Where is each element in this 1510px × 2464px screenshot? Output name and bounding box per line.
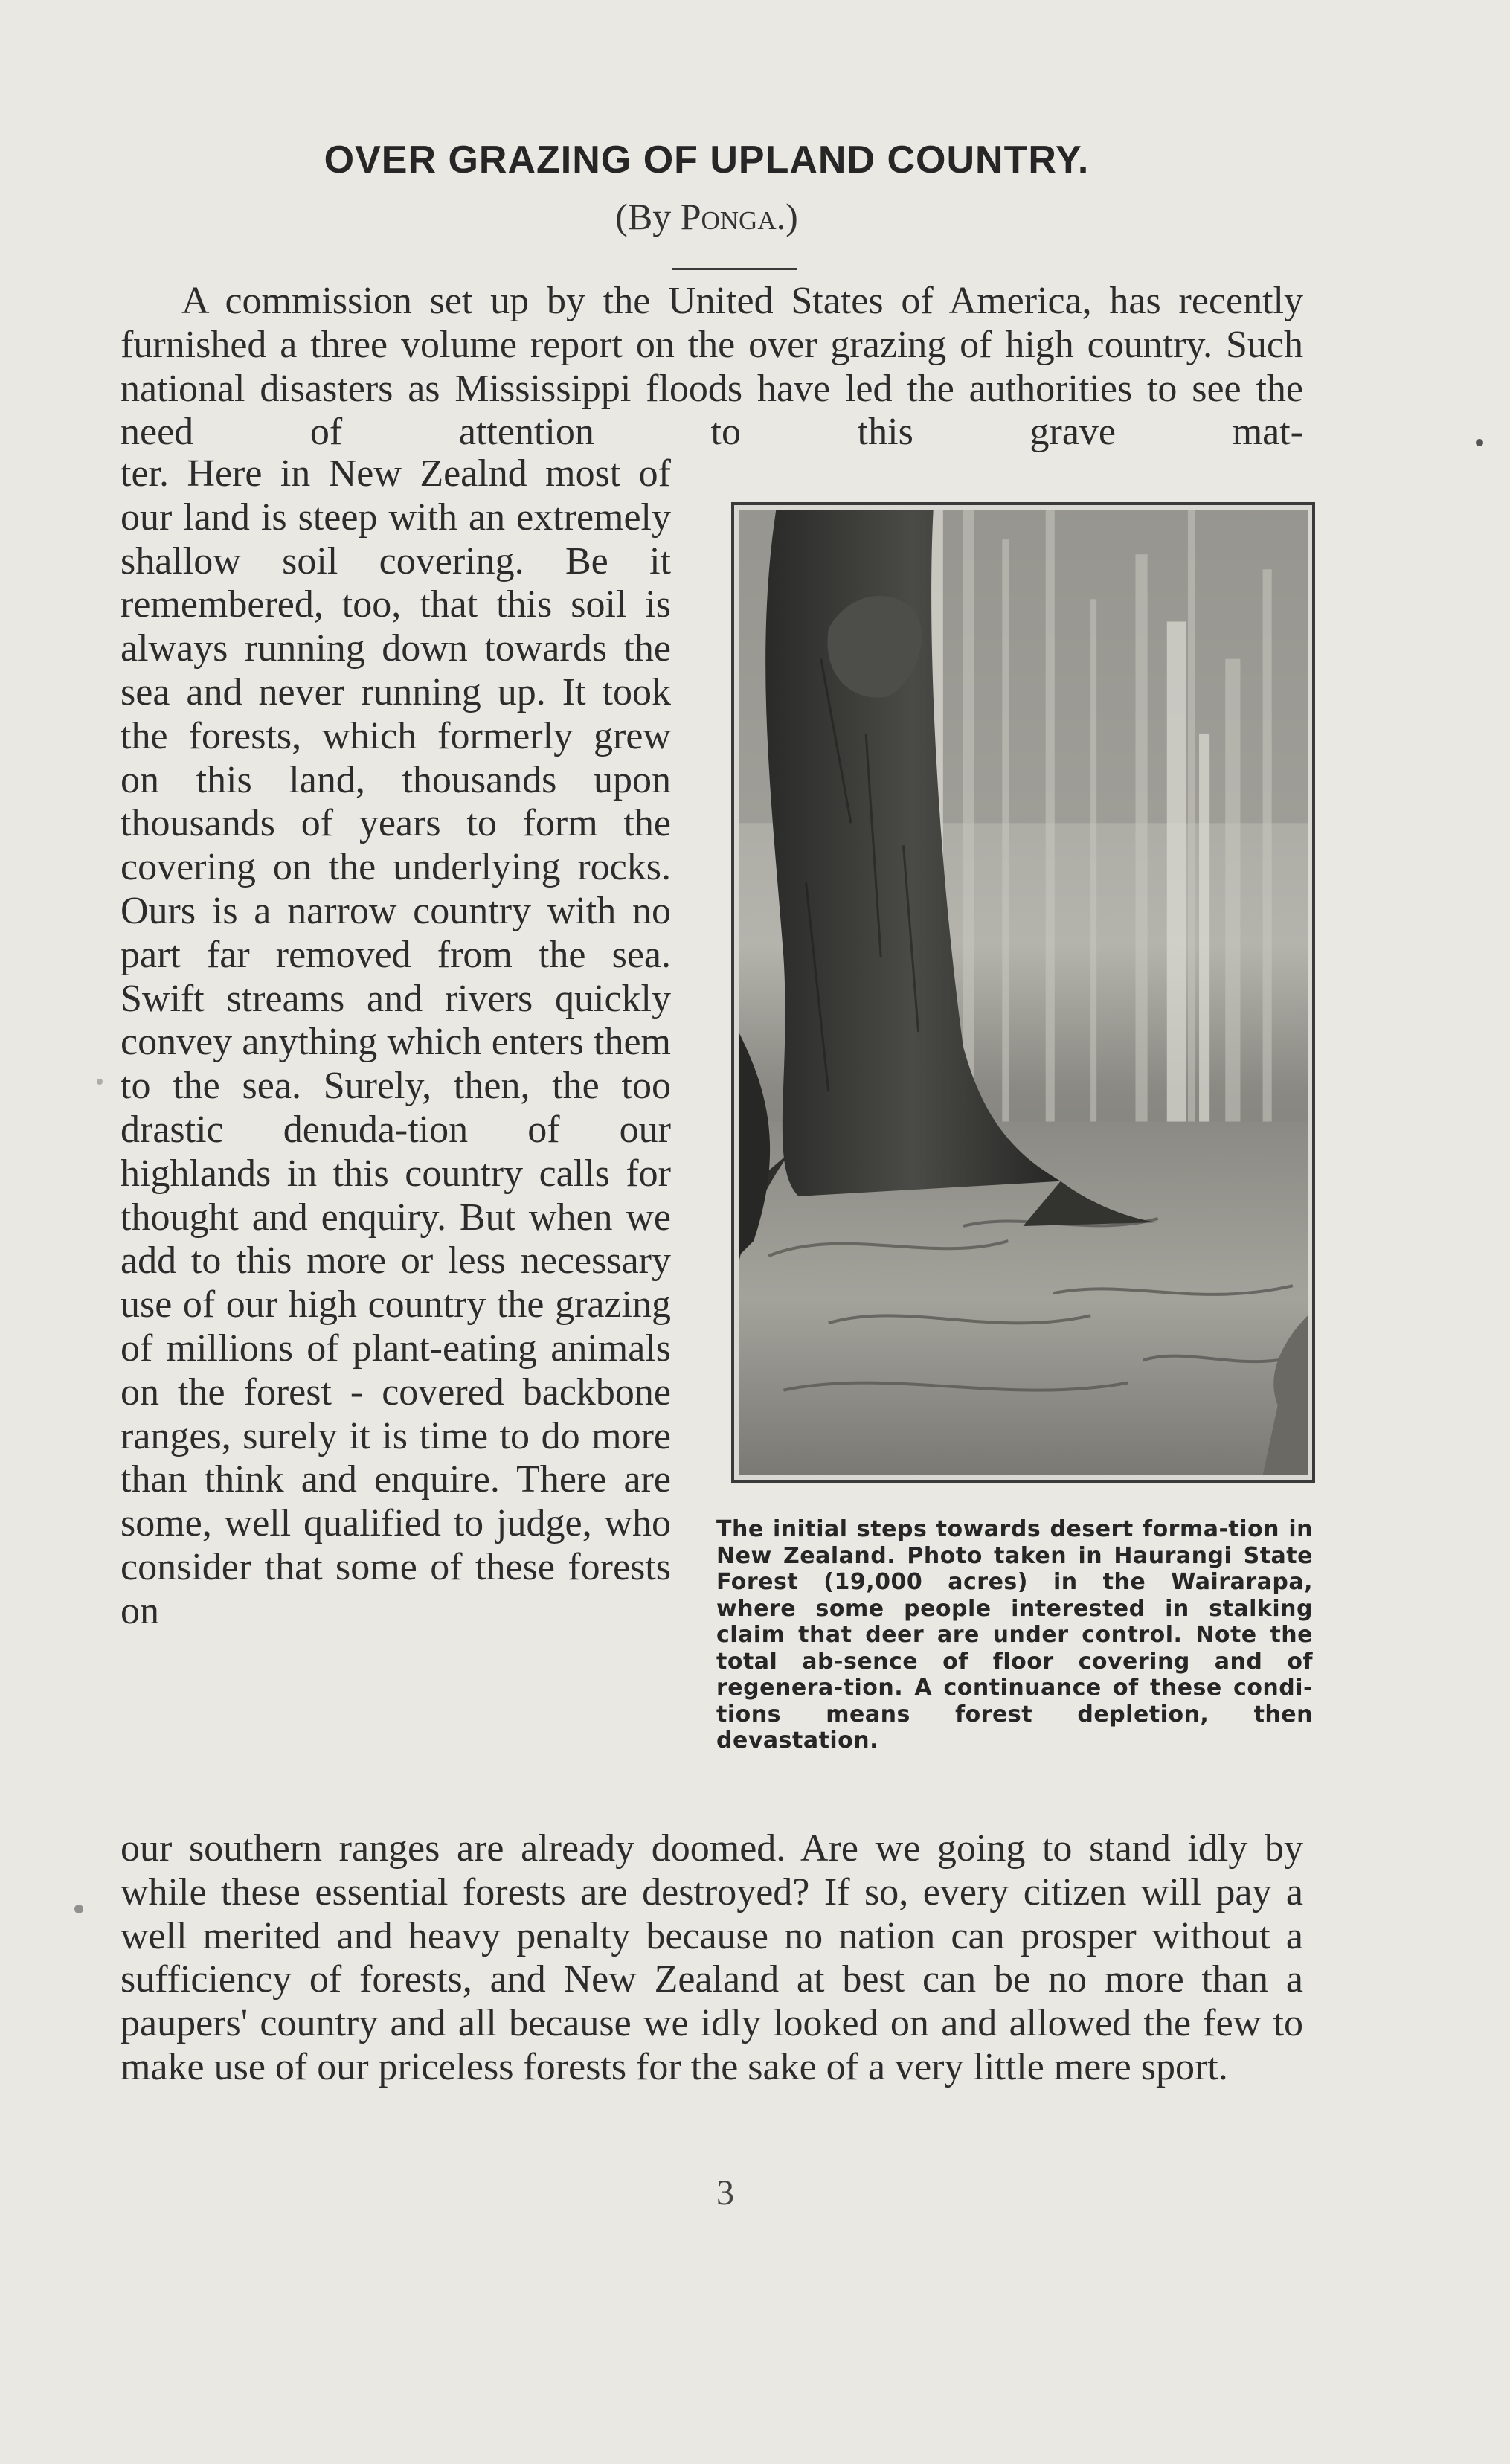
paper-speck bbox=[74, 1905, 83, 1913]
forest-photo-illustration bbox=[739, 510, 1308, 1475]
photo-caption: The initial steps towards desert forma-tion in New Zealand. Photo taken in Haurangi State Forest (19,000 acres) in the Wairarapa, where some people interested in stalking claim that deer are under control. Note the total ab-sence of floor covering and of regenera-tion. A continuance of these condi-tions means forest depletion, then devastation. bbox=[716, 1516, 1313, 1754]
article-paragraph-conclusion: our southern ranges are already doomed. Are we going to stand idly by while these essential forests are destroyed? If so, every citizen will pay a well merited and heavy penalty because no nation can prosper without a sufficiency of forests, and New Zealand at best can be no more than a paupers' country and all because we idly looked on and allowed the few to make use of our priceless forests for the sake of a very little mere sport. bbox=[121, 1827, 1303, 2088]
byline-author: Ponga bbox=[680, 196, 777, 237]
paper-speck bbox=[97, 1079, 103, 1085]
title-divider bbox=[672, 268, 797, 270]
article-byline bbox=[119, 195, 1294, 238]
paper-speck bbox=[1476, 439, 1483, 446]
article-paragraph-column: ter. Here in New Zealnd most of our land is steep with an extremely shallow soil covering. Be it remembered, too, that this soil is always running down towards the sea and never running up. It took the forests, which formerly grew on this land, thousands upon thousands of years to form the covering on the underlying rocks. Ours is a narrow country with no part far removed from the sea. Swift streams and rivers quickly convey anything which enters them to the sea. Surely, then, the too drastic denuda-tion of our highlands in this country calls for thought and enquiry. But when we add to this more or less necessary use of our high country the grazing of millions of plant-eating animals on the forest - covered backbone ranges, surely it is time to do more than think and enquire. There are some, well qualified to judge, who consider that some of these forests on bbox=[121, 452, 671, 1632]
article-title: OVER GRAZING OF UPLAND COUNTRY. bbox=[324, 138, 1090, 182]
byline-open: (By bbox=[615, 196, 681, 237]
page-number: 3 bbox=[716, 2173, 734, 2213]
article-paragraph-intro: A commission set up by the United States of America, has recently furnished a three volume report on the over grazing of high country. Such national disasters as Mississippi floods have led the authorities to see the need of attention to this grave mat- bbox=[121, 280, 1303, 454]
forest-photo bbox=[731, 502, 1315, 1483]
byline-close: .) bbox=[776, 196, 798, 237]
